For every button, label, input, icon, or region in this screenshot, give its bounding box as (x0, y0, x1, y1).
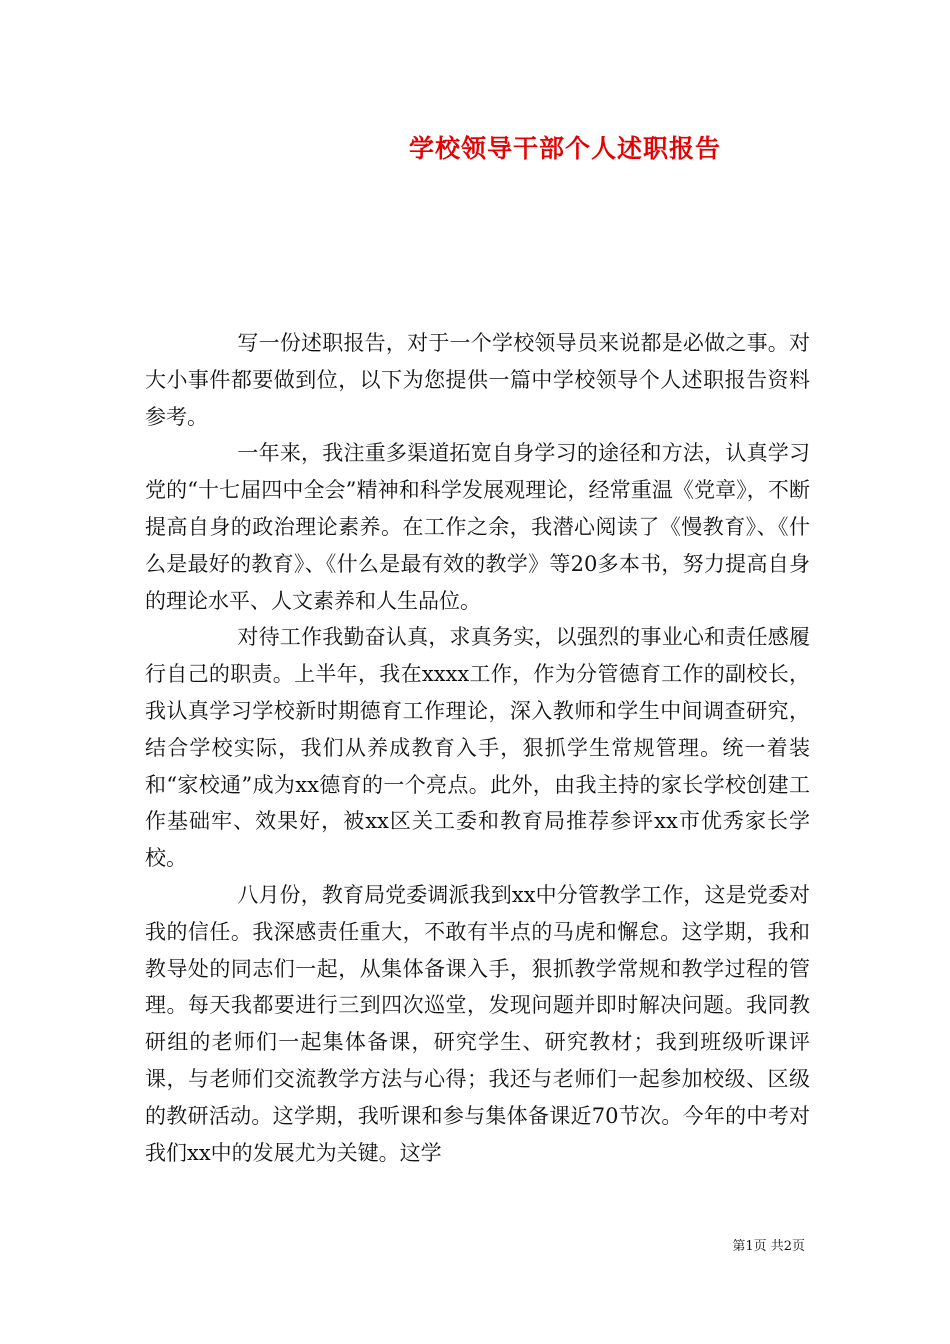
document-body (145, 325, 810, 1171)
page-number: 第1页 共2页 (732, 1239, 805, 1254)
paragraph-study: 一年来，我注重多渠道拓宽自身学习的途径和方法，认真学习党的“十七届四中全会”精神和科学发展观理论，经常重温《党章》，不断提高自身的政治理论素养。在工作之余，我潜心阅读了《慢教育》、《什么是最好的教育》、《什么是最有效的教学》等20多本书，努力提高自身的理论水平、人文素养和人生品位。 (145, 441, 810, 613)
paragraph-intro: 写一份述职报告，对于一个学校领导员来说都是必做之事。对大小事件都要做到位，以下为您提供一篇中学校领导个人述职报告资料参考。 (145, 331, 810, 429)
paragraph-teaching: 八月份，教育局党委调派我到xx中分管教学工作，这是党委对我的信任。我深感责任重大，不敢有半点的马虎和懈怠。这学期，我和教导处的同志们一起，从集体备课入手，狠抓教学常规和教学过程的管理。每天我都要进行三到四次巡堂，发现问题并即时解决问题。我同教研组的老师们一起集体备课，研究学生、研究教材；我到班级听课评课，与老师们交流教学方法与心得；我还与老师们一起参加校级、区级的教研活动。这学期，我听课和参与集体备课近70节次。今年的中考对我们xx中的发展尤为关键。这学 (145, 882, 810, 1165)
document-title: 学校领导干部个人述职报告 (408, 134, 721, 163)
paragraph-work: 对待工作我勤奋认真，求真务实，以强烈的事业心和责任感履行自己的职责。上半年，我在xxxx工作，作为分管德育工作的副校长，我认真学习学校新时期德育工作理论，深入教师和学生中间调查研究，结合学校实际，我们从养成教育入手，狠抓学生常规管理。统一着装和“家校通”成为xx德育的一个亮点。此外，由我主持的家长学校创建工作基础牢、效果好，被xx区关工委和教育局推荐参评xx市优秀家长学校。 (145, 625, 810, 871)
